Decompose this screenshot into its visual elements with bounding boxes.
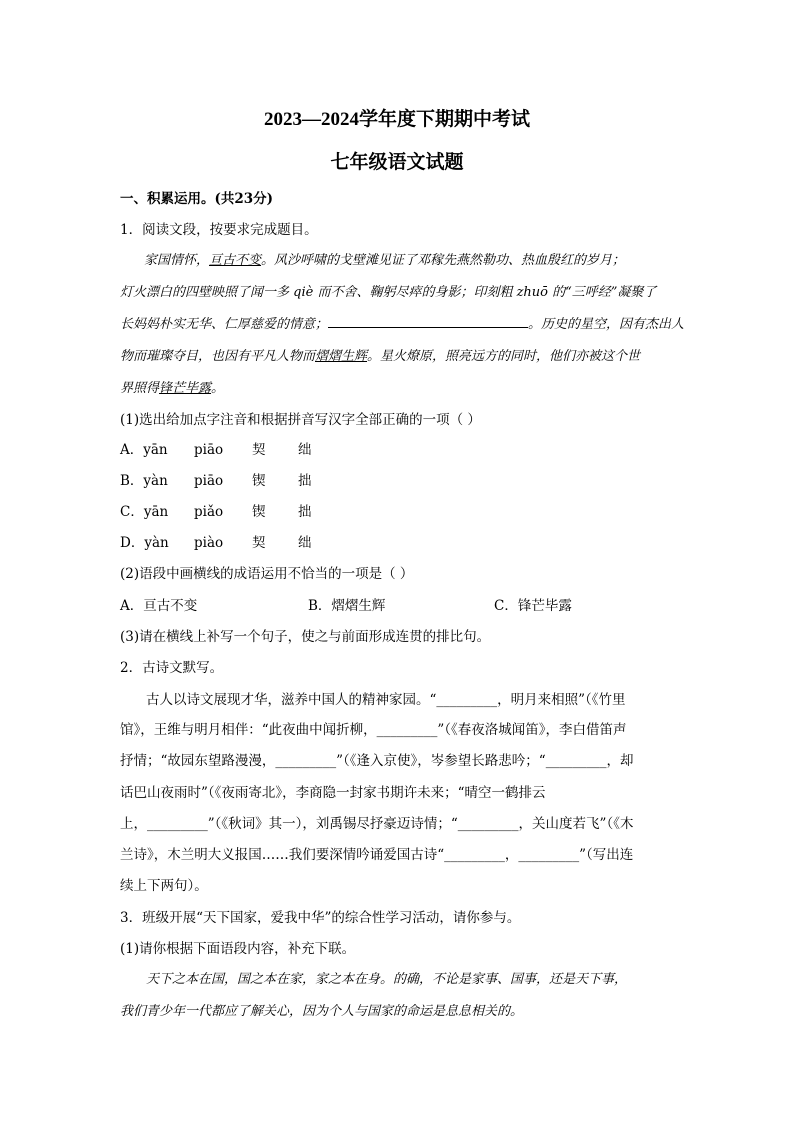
section-heading: 一、积累运用。(共23分)	[120, 191, 274, 207]
poem-line-7: 续上下两句）。	[120, 878, 208, 894]
option-a[interactable]	[120, 438, 338, 458]
underlined-idiom: 锋芒毕露	[159, 381, 212, 396]
sub-question-3: (3)请在横线上补写一个句子，使之与前面形成连贯的排比句。	[120, 629, 491, 645]
option-char: 拙	[298, 504, 312, 520]
q3-passage-line-2: 我们青少年一代都应了解关心，因为个人与国家的命运是息息相关的。	[120, 1004, 524, 1019]
answer-blank[interactable]	[328, 315, 528, 328]
option-char: 绌	[298, 535, 312, 551]
option-letter: B．yàn	[120, 473, 168, 489]
passage-text: 长妈妈朴实无华、仁厚慈爱的情意；	[120, 317, 329, 332]
passage-text: 物而璀璨夺目，也因有平凡人物而	[120, 349, 316, 364]
option-char: 锲	[252, 473, 266, 489]
option-letter: C．yān	[120, 504, 169, 520]
passage-line-2: 灯火漂白的四壁映照了闻一多 qiè 而不舍、鞠躬尽瘁的身影；印刻粗 zhuō 的“三呼经”凝聚了	[120, 285, 657, 300]
question-3-prompt: 3．班级开展“天下国家，爱我中华”的综合性学习活动，请你参与。	[120, 910, 521, 926]
option-d[interactable]	[120, 531, 338, 551]
exam-title: 2023—2024学年度下期期中考试	[263, 109, 530, 130]
question-1-prompt: 1．阅读文段，按要求完成题目。	[120, 222, 318, 238]
passage-text: 。历史的星空，因有杰出人	[528, 317, 685, 332]
option-char: 锲	[252, 504, 266, 520]
idiom-option-a[interactable]: A．亘古不变	[120, 598, 198, 614]
option-char: 契	[252, 535, 266, 551]
option-char: 契	[252, 442, 266, 458]
sub-question-2: (2)语段中画横线的成语运用不恰当的一项是（ ）	[120, 566, 414, 582]
idiom-option-b[interactable]: B．熠熠生辉	[308, 598, 386, 614]
idiom-options	[120, 594, 572, 614]
poem-line-6: 兰诗》，木兰明大义报国……我们要深情吟诵爱国古诗“_________，_________”（写出连	[120, 847, 634, 863]
passage-text: 。星火燎原，照亮远方的同时，他们亦被这个世	[367, 349, 641, 364]
option-c[interactable]	[120, 500, 338, 520]
poem-line-1: 古人以诗文展现才华，滋养中国人的精神家园。“_________，明月来相照”（《竹里	[146, 692, 626, 708]
poem-line-2: 馆》，王维与明月相伴：“此夜曲中闻折柳，_________”（《春夜洛城闻笛》，李白借笛声	[120, 722, 627, 738]
poem-line-5: 上，_________”（《秋词》其一），刘禹锡尽抒豪迈诗情；“_________，关山度若飞”（《木	[120, 816, 634, 832]
passage-text: 家国情怀，	[144, 253, 210, 268]
question-2-prompt: 2．古诗文默写。	[120, 660, 224, 676]
exam-subtitle: 七年级语文试题	[330, 151, 464, 173]
q3-passage-line-1: 天下之本在国，国之本在家，家之本在身。的确，不论是家事、国事，还是天下事，	[146, 972, 628, 987]
passage-line-5	[120, 377, 676, 396]
option-pinyin: piāo	[194, 442, 224, 458]
option-char: 拙	[298, 473, 312, 489]
passage-text: 。	[211, 381, 225, 396]
passage-text: 。风沙呼啸的戈壁滩见证了邓稼先燕然勒功、热血殷红的岁月；	[261, 253, 626, 268]
option-char: 绌	[298, 442, 312, 458]
underlined-idiom: 亘古不变	[209, 253, 262, 268]
passage-line-3	[120, 313, 685, 332]
passage-text: 界照得	[120, 381, 160, 396]
option-b[interactable]	[120, 469, 338, 489]
passage-line-4	[120, 345, 676, 364]
idiom-option-c[interactable]: C．锋芒毕露	[494, 598, 572, 614]
q3-sub-question-1: (1)请你根据下面语段内容，补充下联。	[120, 941, 356, 957]
poem-line-4: 话巴山夜雨时”（《夜雨寄北》，李商隐一封家书期许未来；“晴空一鹤排云	[120, 785, 546, 801]
option-pinyin: piāo	[194, 473, 224, 489]
poem-line-3: 抒情；“故园东望路漫漫，_________”（《逢入京使》，岑参望长路悲吟；“_________，却	[120, 753, 634, 769]
option-letter: D．yàn	[120, 535, 169, 551]
option-pinyin: piǎo	[194, 504, 224, 520]
option-letter: A．yān	[120, 442, 168, 458]
passage-line-1	[144, 249, 700, 268]
sub-question-1: (1)选出给加点字注音和根据拼音写汉字全部正确的一项（ ）	[120, 412, 481, 428]
underlined-idiom: 熠熠生辉	[315, 349, 368, 364]
option-pinyin: piào	[194, 535, 224, 551]
